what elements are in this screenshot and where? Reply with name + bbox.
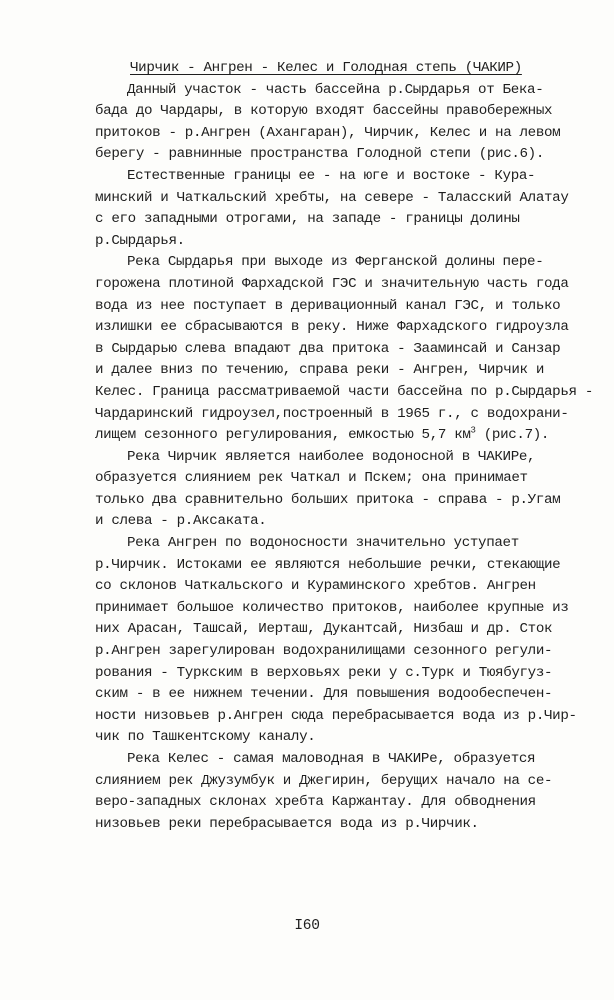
text-line: низовьев реки перебрасывается вода из р.Чирчик.: [95, 815, 479, 832]
text-line: Река Чирчик является наиболее водоносной в ЧАКИРе,: [127, 448, 536, 465]
text-line: принимает большое количество притоков, наиболее крупные из: [95, 599, 569, 616]
text-line: ским - в ее нижнем течении. Для повышения водообеспечен-: [95, 686, 553, 703]
text-line: минский и Чаткальский хребты, на севере - Таласский Алатау: [95, 189, 569, 206]
text-line: бада до Чардары, в которую входят бассейны правобережных: [95, 103, 553, 120]
text-line: чик по Ташкентскому каналу.: [95, 729, 316, 746]
text-line: Данный участок - часть бассейна р.Сырдарья от Бека-: [127, 81, 544, 98]
text-line: рования - Туркским в верховьях реки у с.Турк и Тюябугуз-: [95, 664, 553, 681]
text-line: излишки ее сбрасываются в реку. Ниже Фархадского гидроузла: [95, 319, 569, 336]
text-line: и слева - р.Аксаката.: [95, 513, 267, 530]
text-line: веро-западных склонах хребта Каржантау. Для обводнения: [95, 794, 536, 811]
text-line: слиянием рек Джузумбук и Джегирин, берущих начало на се-: [95, 772, 553, 789]
volume-superscript: 3: [470, 425, 476, 436]
text-line: р.Сырдарья.: [95, 232, 185, 249]
text-line-volume: [95, 425, 575, 447]
text-line: образуется слиянием рек Чаткал и Пскем; она принимает: [95, 470, 528, 487]
body-text: [95, 58, 593, 835]
volume-text: лищем сезонного регулирования, емкостью 5,7 км: [95, 427, 471, 444]
text-line: только два сравнительно больших притока - справа - р.Угам: [95, 491, 561, 508]
volume-suffix: (рис.7).: [475, 427, 550, 444]
text-line: Чардаринский гидроузел,построенный в 1965 г., с водохрани-: [95, 405, 569, 422]
text-line: р.Ангрен зарегулирован водохранилищами сезонного регули-: [95, 643, 553, 660]
text-line: горожена плотиной Фархадской ГЭС и значительную часть года: [95, 275, 569, 292]
text-line: в Сырдарью слева впадают два притока - Зааминсай и Санзар: [95, 340, 561, 357]
text-line: р.Чирчик. Истоками ее являются небольшие речки, стекающие: [95, 556, 561, 573]
text-line: со склонов Чаткальского и Кураминского хребтов. Ангрен: [95, 578, 536, 595]
text-line: с его западными отрогами, на западе - границы долины: [95, 211, 520, 228]
text-line: Естественные границы ее - на юге и востоке - Кура-: [127, 167, 536, 184]
text-line: притоков - р.Ангрен (Ахангаран), Чирчик, Келес и на левом: [95, 124, 561, 141]
text-line: Река Сырдарья при выходе из Ферганской долины пере-: [127, 254, 544, 271]
text-line: Келес. Граница рассматриваемой части бассейна по р.Сырдарья -: [95, 383, 593, 400]
text-line: вода из нее поступает в деривационный канал ГЭС, и только: [95, 297, 561, 314]
text-line: берегу - равнинные пространства Голодной степи (рис.6).: [95, 146, 545, 163]
page-number: I60: [294, 918, 320, 934]
text-line: и далее вниз по течению, справа реки - Ангрен, Чирчик и: [95, 362, 545, 379]
text-line: Река Ангрен по водоносности значительно уступает: [127, 535, 519, 552]
text-line: Река Келес - самая маловодная в ЧАКИРе, образуется: [127, 751, 536, 767]
text-line: ности низовьев р.Ангрен сюда перебрасывается вода из р.Чир-: [95, 707, 577, 724]
section-heading: Чирчик - Ангрен - Келес и Голодная степь (ЧАКИР): [130, 60, 522, 76]
text-line: них Арасан, Ташсай, Иерташ, Дукантсай, Низбаш и др. Сток: [95, 621, 553, 638]
